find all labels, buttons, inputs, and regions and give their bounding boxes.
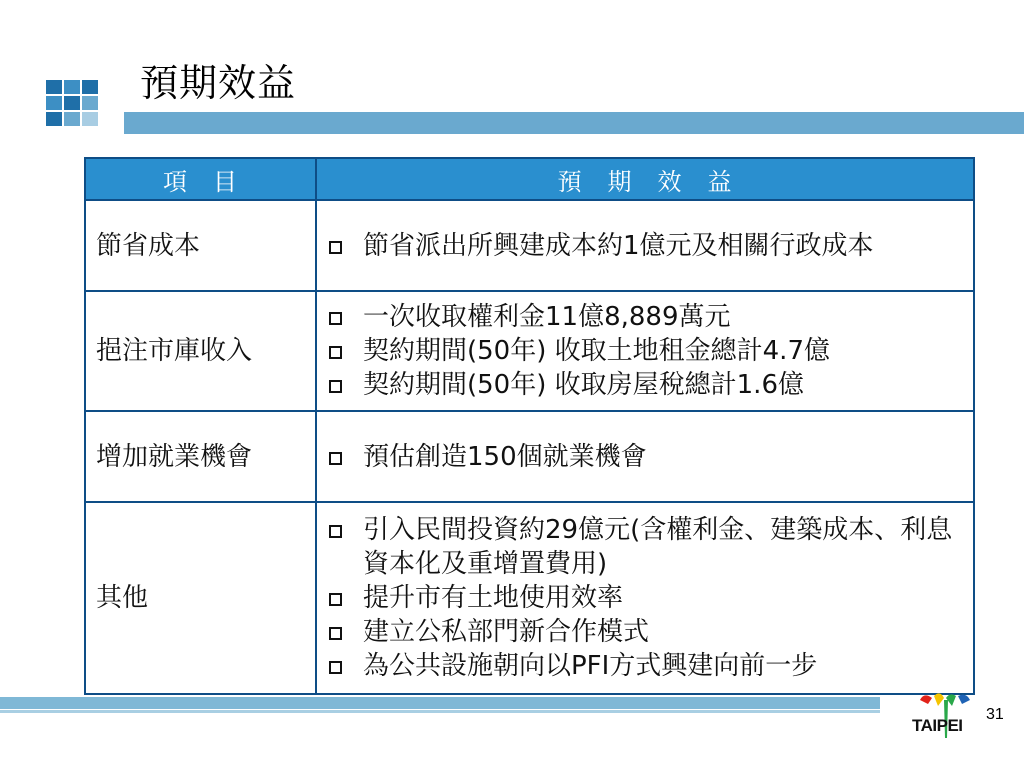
table-header-row	[85, 158, 974, 200]
slide-title: 預期效益	[140, 61, 297, 105]
table-row	[85, 411, 974, 502]
list-item: 為公共設施朝向以PFI方式興建向前一步	[323, 649, 967, 683]
table-row	[85, 291, 974, 411]
header-benefit: 預 期 效 益	[316, 158, 974, 200]
row-item-label: 節省成本	[85, 200, 316, 291]
square-bullet-icon	[329, 452, 342, 465]
decorative-grid-icon	[46, 80, 98, 126]
square-bullet-icon	[329, 661, 342, 674]
page-number: 31	[986, 706, 1004, 723]
list-item: 建立公私部門新合作模式	[323, 615, 967, 649]
row-item-label: 其他	[85, 502, 316, 694]
square-bullet-icon	[329, 346, 342, 359]
title-underline-bar	[124, 112, 1024, 134]
list-item: 契約期間(50年) 收取土地租金總計4.7億	[323, 334, 967, 368]
square-bullet-icon	[329, 312, 342, 325]
list-item: 提升市有土地使用效率	[323, 581, 967, 615]
table-row	[85, 200, 974, 291]
list-item: 節省派出所興建成本約1億元及相關行政成本	[323, 229, 967, 263]
list-item: 預估創造150個就業機會	[323, 440, 967, 474]
row-points	[316, 200, 974, 291]
row-points	[316, 291, 974, 411]
list-item: 契約期間(50年) 收取房屋稅總計1.6億	[323, 368, 967, 402]
square-bullet-icon	[329, 627, 342, 640]
row-item-label: 挹注市庫收入	[85, 291, 316, 411]
square-bullet-icon	[329, 380, 342, 393]
row-item-label: 增加就業機會	[85, 411, 316, 502]
row-points	[316, 411, 974, 502]
footer-rule	[0, 697, 880, 709]
row-points	[316, 502, 974, 694]
square-bullet-icon	[329, 525, 342, 538]
benefits-table	[84, 157, 975, 695]
square-bullet-icon	[329, 241, 342, 254]
taipei-logo-text: TAIPEI	[912, 716, 963, 735]
square-bullet-icon	[329, 593, 342, 606]
list-item: 一次收取權利金11億8,889萬元	[323, 300, 967, 334]
footer-rule-thin	[0, 710, 880, 713]
list-item: 引入民間投資約29億元(含權利金、建築成本、利息資本化及重增置費用)	[323, 513, 967, 581]
header-item: 項 目	[85, 158, 316, 200]
table-row	[85, 502, 974, 694]
